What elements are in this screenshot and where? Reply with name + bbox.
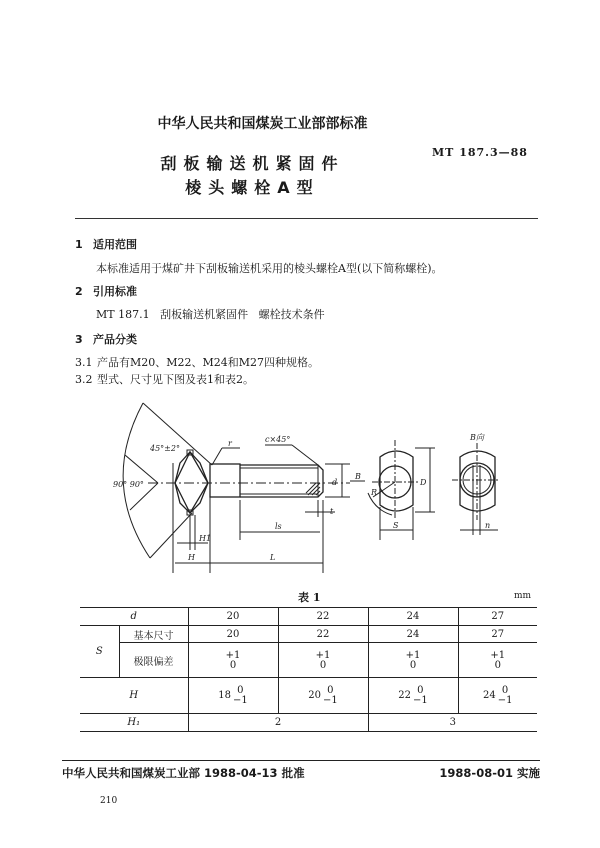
cell: 20	[188, 608, 278, 626]
n-label: n	[485, 521, 491, 530]
table-title: 表 1	[298, 591, 321, 604]
upper: 0	[417, 684, 424, 696]
approval-note: 中华人民共和国煤炭工业部 1988-04-13 批准	[62, 766, 305, 780]
bolt-drawing	[80, 395, 540, 575]
effective-date: 1988-08-01 实施	[439, 766, 540, 780]
cell: 20	[188, 626, 278, 643]
lower: 0	[229, 659, 237, 671]
angle-label: 45°±2°	[150, 444, 180, 453]
cell: 24	[368, 626, 458, 643]
standard-code: MT 187.3—88	[432, 146, 528, 159]
B-arrow-label: B	[355, 472, 361, 481]
tolerance-header: 极限偏差	[119, 643, 188, 678]
fillet-r-label: r	[228, 439, 232, 448]
angle-label-90: 90° 90°	[113, 480, 144, 489]
lower: −1	[497, 694, 513, 706]
lower: 0	[409, 659, 417, 671]
cell: 27	[458, 608, 537, 626]
section-2-heading	[75, 283, 137, 299]
upper: +1	[490, 649, 506, 661]
page-number: 210	[100, 796, 118, 806]
upper: +1	[225, 649, 241, 661]
base: 22	[398, 690, 411, 701]
ls-label: ls	[275, 522, 282, 531]
upper: 0	[327, 684, 334, 696]
section-number: 3	[75, 333, 83, 346]
section-title: 适用范围	[93, 238, 137, 251]
S-header: S	[95, 646, 103, 657]
table-row	[80, 608, 537, 626]
cell	[278, 643, 368, 678]
view-b-label: B向	[470, 433, 484, 442]
clause-3-1	[75, 354, 319, 370]
upper: +1	[405, 649, 421, 661]
section-title: 引用标准	[93, 285, 137, 298]
cell: 22	[278, 626, 368, 643]
table-row	[80, 714, 537, 732]
t-label: t	[330, 507, 334, 516]
cell	[458, 643, 537, 678]
clause-number: 3.1	[75, 356, 93, 369]
d-label: d	[332, 478, 338, 487]
table-row	[80, 643, 537, 678]
lower: −1	[322, 694, 338, 706]
section-1-body: 本标准适用于煤矿井下刮板输送机采用的棱头螺栓A型(以下简称螺栓)。	[96, 262, 443, 275]
cell: 24	[368, 608, 458, 626]
lower: 0	[319, 659, 327, 671]
lower: −1	[232, 694, 248, 706]
table-row	[80, 626, 537, 643]
H-header: H	[129, 690, 139, 701]
R-label: R	[371, 488, 378, 497]
section-2-body: MT 187.1 刮板输送机紧固件 螺栓技术条件	[96, 308, 325, 321]
cell: 27	[458, 626, 537, 643]
cell	[368, 643, 458, 678]
cell: 3	[368, 714, 537, 732]
clause-number: 3.2	[75, 373, 93, 386]
chamfer-label: c×45°	[265, 435, 291, 444]
cell: 2	[188, 714, 368, 732]
front-view	[123, 403, 350, 573]
upper: 0	[501, 684, 509, 696]
H1-header: H₁	[127, 717, 141, 728]
S-label: S	[393, 521, 399, 530]
section-1-heading	[75, 236, 137, 252]
section-number: 1	[75, 238, 83, 251]
basic-size-header: 基本尺寸	[119, 626, 188, 643]
cell	[188, 643, 278, 678]
d-header: d	[130, 611, 137, 622]
table-unit: mm	[514, 591, 532, 601]
lower: −1	[412, 694, 428, 706]
issuer-heading: 中华人民共和国煤炭工业部部标准	[157, 116, 368, 132]
cell: 22	[278, 608, 368, 626]
upper: 0	[237, 684, 244, 696]
D-label: D	[420, 478, 427, 487]
document-subtitle: 棱头螺栓A型	[185, 178, 320, 197]
base: 18	[218, 690, 231, 701]
cell	[188, 678, 278, 714]
clause-text: 产品有M20、M22、M24和M27四种规格。	[97, 356, 320, 369]
section-title: 产品分类	[93, 333, 137, 346]
dimensions-table	[80, 607, 537, 732]
clause-3-2	[75, 371, 254, 387]
footer-divider	[62, 760, 540, 761]
section-number: 2	[75, 285, 83, 298]
upper: +1	[315, 649, 331, 661]
cell	[278, 678, 368, 714]
clause-text: 型式、尺寸见下图及表1和表2。	[97, 373, 254, 386]
base: 24	[483, 690, 496, 701]
table-row	[80, 678, 537, 714]
header-divider	[75, 218, 538, 219]
document-title: 刮板输送机紧固件	[160, 154, 345, 173]
lower: 0	[494, 659, 501, 671]
cell	[458, 678, 537, 714]
view-b	[452, 443, 500, 535]
cell	[368, 678, 458, 714]
base: 20	[308, 690, 321, 701]
L-label: L	[270, 553, 276, 562]
H1-label: H1	[199, 534, 212, 543]
section-3-heading	[75, 331, 137, 347]
H-label: H	[188, 553, 195, 562]
